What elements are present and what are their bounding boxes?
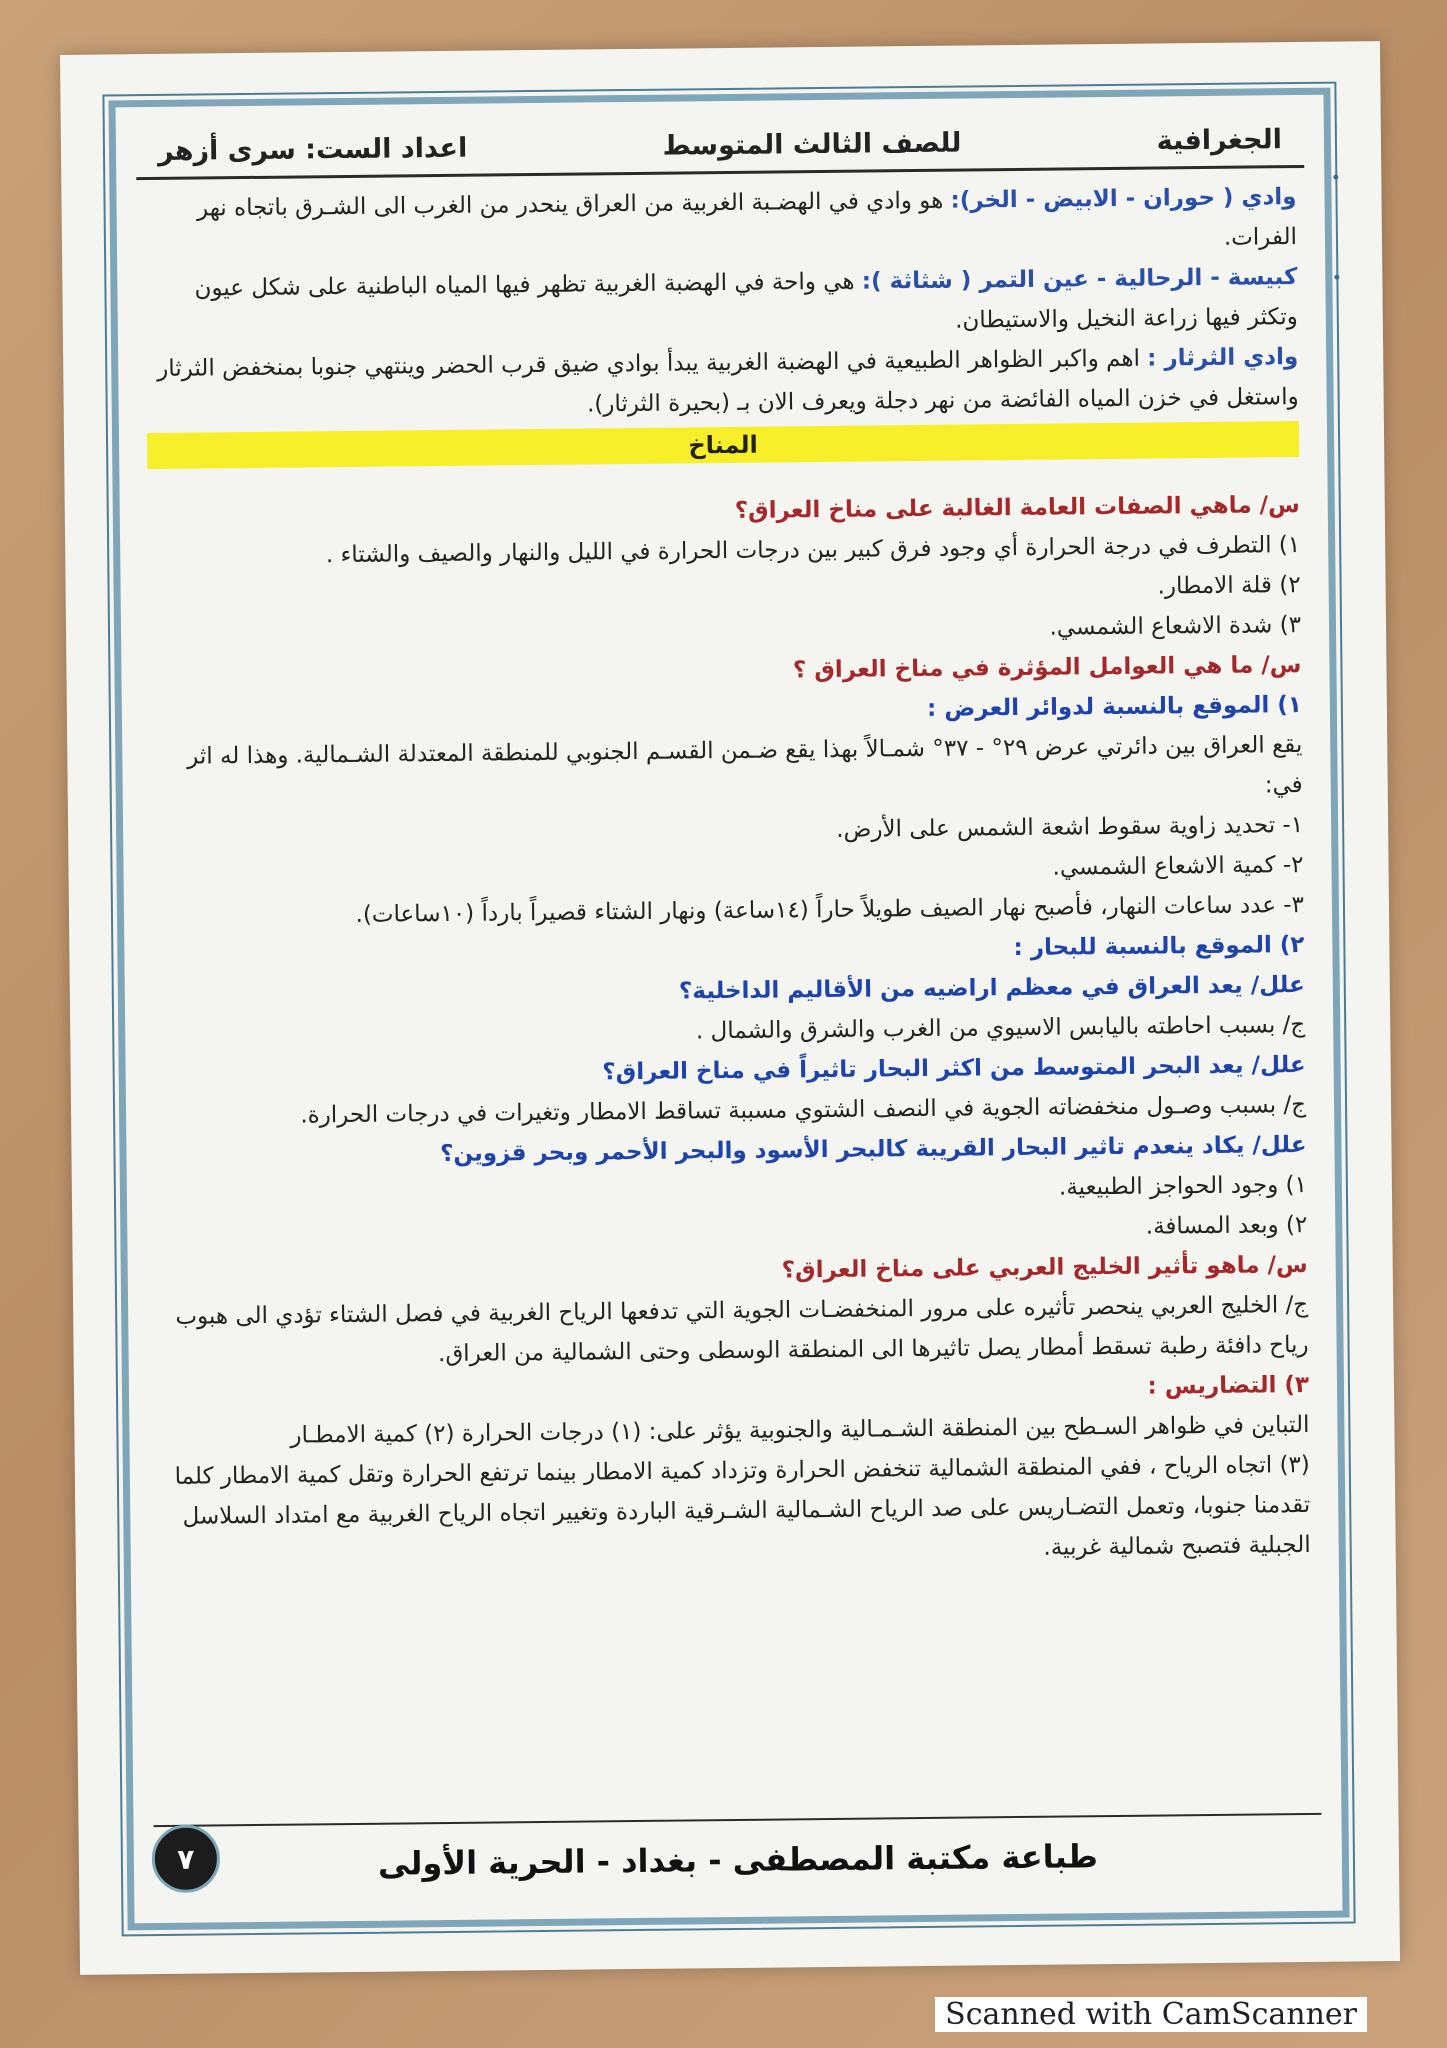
- frame-dot: [1333, 175, 1338, 180]
- answer-line: ١) التطرف في درجة الحرارة أي وجود فرق كبير بين درجات الحرارة في الليل والنهار والصيف والشتاء .: [325, 532, 1301, 569]
- intro-item: [144, 177, 1297, 269]
- answer-line: ٣) شدة الاشعاع الشمسي.: [1049, 612, 1302, 641]
- effect-line: ٢- كمية الاشعاع الشمسي.: [1052, 851, 1304, 881]
- intro-item: [146, 337, 1299, 429]
- scanned-page: [60, 41, 1400, 1975]
- intro-text: اهم واكبر الظواهر الطبيعية في الهضبة الغربية يبدأ بوادي ضيق قرب الحضر وينتهي جنوبا بمنخفض الثرثار واستغل في خزن المياه الفائضة من نهر دجلة ويعرف الان بـ (بحيرة الثرثار).: [157, 345, 1299, 418]
- why-answer: ج/ بسبب احاطته باليابس الاسيوي من الغرب والشرق والشمال .: [695, 1011, 1306, 1045]
- intro-text: هي واحة في الهضبة الغربية تظهر فيها المياه الباطنية على شكل عيون وتكثر فيها زراعة النخيل والاستيطان.: [194, 268, 1298, 334]
- why-question: علل/ يعد البحر المتوسط من اكثر البحار تاثيراً في مناخ العراق؟: [602, 1051, 1306, 1086]
- factor-title: ٢) الموقع بالنسبة للبحار :: [1013, 931, 1305, 962]
- camscanner-watermark: Scanned with CamScanner: [935, 1997, 1367, 2032]
- page-footer: [154, 1813, 1323, 1905]
- page-number: ٧: [152, 1824, 221, 1893]
- page-frame: [108, 88, 1349, 1931]
- factor-text: (٣) اتجاه الرياح ، ففي المنطقة الشمالية تنخفض الحرارة وتزداد كمية الامطار بينما ترتفع الحرارة وتقل كمية الامطار كلما تقدمنا جنوبا، وتعمل التضـاريس على صد الرياح الشـمالية الشـرقية الباردة وتغيير اتجاه الرياح الغربية مع امتداد السلاسل الجبلية فتصبح شمالية غربية.: [174, 1451, 1311, 1561]
- page-content: [144, 177, 1310, 1577]
- effect-line: ١- تحديد زاوية سقوط اشعة الشمس على الأرض.: [836, 811, 1304, 843]
- page-header: [136, 113, 1305, 180]
- why-answer: ج/ بسبب وصـول منخفضاته الجوية في النصف الشتوي مسببة تساقط الامطار وتغيرات في درجات الحرارة.: [300, 1091, 1307, 1129]
- why-question: علل/ يعد العراق في معظم اراضيه من الأقاليم الداخلية؟: [678, 971, 1305, 1005]
- effect-line: ٣- عدد ساعات النهار، فأصبح نهار الصيف طويلاً حاراً (١٤ساعة) ونهار الشتاء قصيراً بارداً (١٠ساعات).: [355, 891, 1305, 928]
- intro-text: هو وادي في الهضـبة الغربية من العراق ينحدر من الغرب الى الشـرق باتجاه نهر الفرات.: [196, 187, 1298, 251]
- why-answer: ٢) وبعد المسافة.: [1145, 1211, 1308, 1240]
- author-label: اعداد الست: سرى أزهر: [157, 132, 468, 167]
- question-heading: س/ ماهو تأثير الخليج العربي على مناخ العراق؟: [781, 1251, 1308, 1284]
- factor-title: ٣) التضاريس :: [1147, 1371, 1310, 1400]
- question-heading: س/ ماهي الصفات العامة الغالبة على مناخ العراق؟: [734, 492, 1300, 524]
- printer-label: طباعة مكتبة المصطفى - بغداد - الحرية الأولى: [377, 1837, 1099, 1883]
- intro-term: وادي ( حوران - الابيض - الخر):: [950, 184, 1297, 214]
- answer-text: ج/ الخليج العربي ينحصر تأثيره على مرور المنخفضـات الجوية التي تدفعها الرياح الغربية في فصل الشتاء تؤدي الى هبوب رياح دافئة رطبة تسقط أمطار يصل تاثيرها الى المنطقة الوسطى وحتى الشمالية من العراق.: [175, 1291, 1309, 1368]
- question-heading: س/ ما هي العوامل المؤثرة في مناخ العراق ؟: [792, 651, 1302, 684]
- section-title-climate: المناخ: [147, 421, 1299, 469]
- frame-dot: [1334, 275, 1339, 280]
- why-question: علل/ يكاد ينعدم تاثير البحار القريبة كالبحر الأسود والبحر الأحمر وبحر قزوين؟: [440, 1131, 1307, 1168]
- grade-title: للصف الثالث المتوسط: [662, 127, 962, 162]
- intro-term: كبيسة - الرحالية - عين التمر ( شثاثة ):: [861, 264, 1298, 295]
- intro-item: [145, 257, 1298, 349]
- factor-text: التباين في ظواهر السـطح بين المنطقة الشـمـالية والجنوبية يؤثر على: (١) درجات الحرارة (٢) كمية الامطـار: [290, 1411, 1310, 1449]
- subject-title: الجغرافية: [1156, 123, 1283, 156]
- intro-term: وادي الثرثار :: [1147, 344, 1299, 372]
- factor-text: يقع العراق بين دائرتي عرض ٢٩° - ٣٧° شمـالاً بهذا يقع ضـمن القسـم الجنوبي للمنطقة المعتدلة الشـمالية. وهذا له اثر في:: [187, 731, 1303, 799]
- factor-title: ١) الموقع بالنسبة لدوائر العرض :: [926, 691, 1302, 722]
- answer-line: ٢) قلة الامطار.: [1157, 572, 1301, 600]
- why-answer: ١) وجود الحواجز الطبيعية.: [1058, 1171, 1308, 1201]
